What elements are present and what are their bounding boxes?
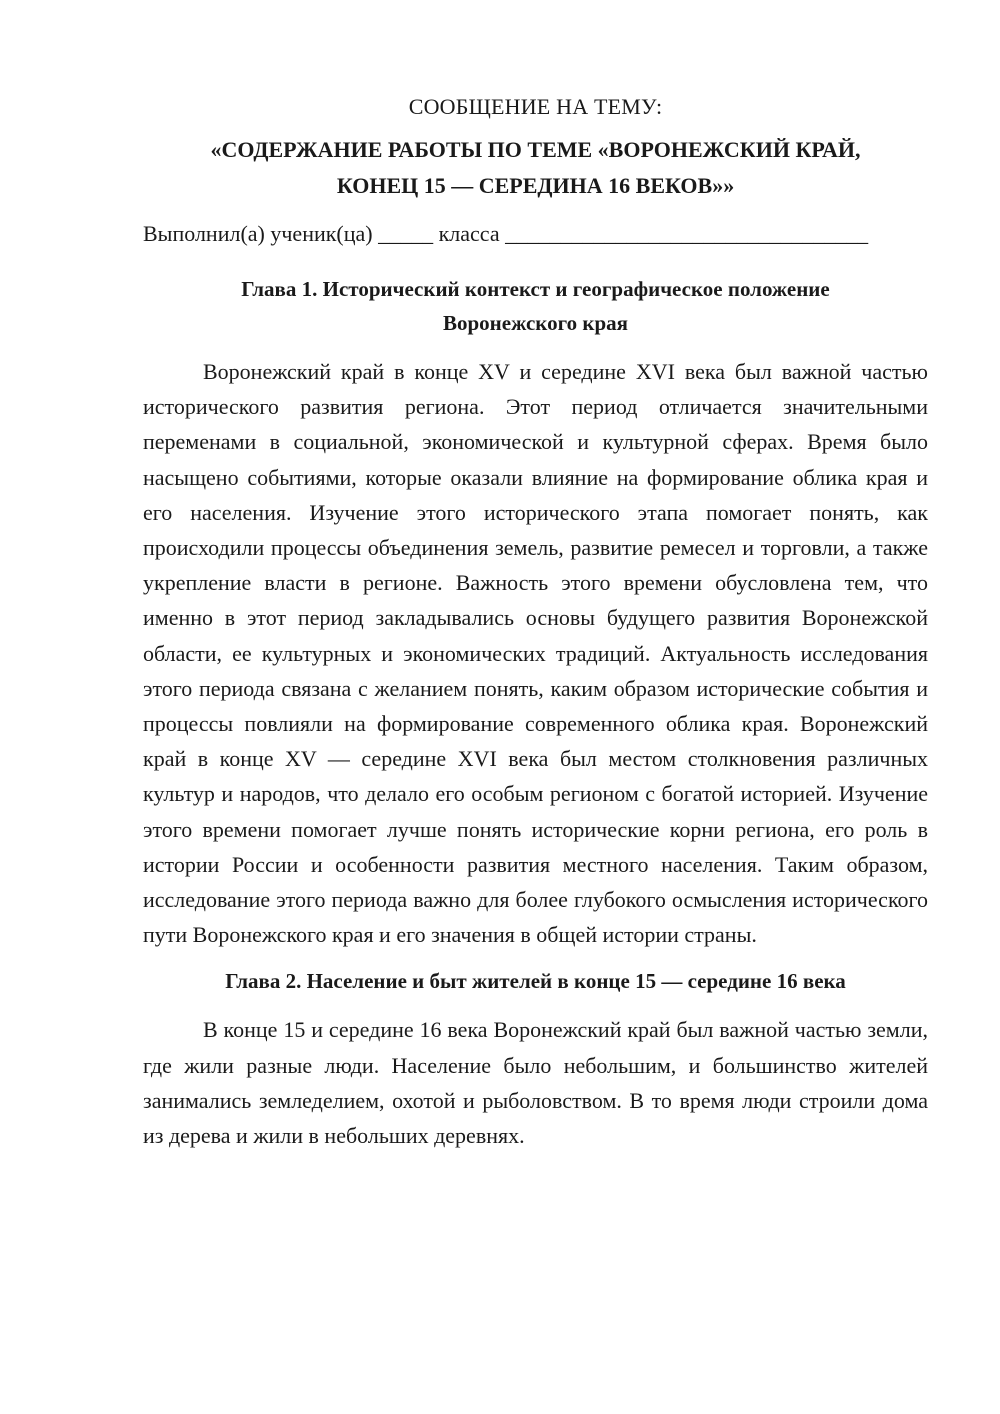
- document-title-line-2: КОНЕЦ 15 — СЕРЕДИНА 16 ВЕКОВ»»: [336, 173, 735, 198]
- chapter-1-paragraph: Воронежский край в конце XV и середине XVI века был важной частью исторического развития региона. Этот период отличается значительными переменами в социальной, экономической и культурной сферах. Время было насыщено событиями, которые оказали влияние на формирование облика края и его населения. Изучение этого исторического этапа помогает понять, как происходили процессы объединения земель, развитие ремесел и торговли, а также укрепление власти в регионе. Важность этого времени обусловлена тем, что именно в этот период закладывались основы будущего развития Воронежской области, ее культурных и экономических традиций. Актуальность исследования этого периода связана с желанием понять, каким образом исторические события и процессы повлияли на формирование современного облика края. Воронежский край в конце XV — середине XVI века был местом столкновения различных культур и народов, что делало его особым регионом с богатой историей. Изучение этого времени помогает лучше понять исторические корни региона, его роль в истории России и особенности развития местного населения. Таким образом, исследование этого периода важно для более глубокого осмысления исторического пути Воронежского края и его значения в общей истории страны.: [143, 359, 928, 948]
- chapter-2-paragraph: В конце 15 и середине 16 века Воронежский край был важной частью земли, где жили разные люди. Население было небольшим, и большинство жителей занимались земледелием, охотой и рыболовством. В то время люди строили дома из дерева и жили в небольших деревнях.: [143, 1017, 928, 1149]
- document-title: [143, 132, 928, 204]
- document-subject: СООБЩЕНИЕ НА ТЕМУ:: [408, 94, 663, 119]
- document-page: [143, 92, 928, 1161]
- chapter-1-heading-line-1: Глава 1. Исторический контекст и географическое положение: [241, 277, 830, 301]
- chapter-1-heading-line-2: Воронежского края: [442, 311, 628, 335]
- chapter-2-heading: [143, 964, 928, 998]
- chapter-2-heading-line-1: Глава 2. Население и быт жителей в конце 15 — середине 16 века: [225, 969, 846, 994]
- document-title-line-1: «СОДЕРЖАНИЕ РАБОТЫ ПО ТЕМЕ «ВОРОНЕЖСКИЙ КРАЙ,: [210, 137, 861, 162]
- author-line: Выполнил(а) ученик(ца) _____ класса _________________________________: [143, 221, 869, 246]
- chapter-1-heading: [143, 272, 928, 340]
